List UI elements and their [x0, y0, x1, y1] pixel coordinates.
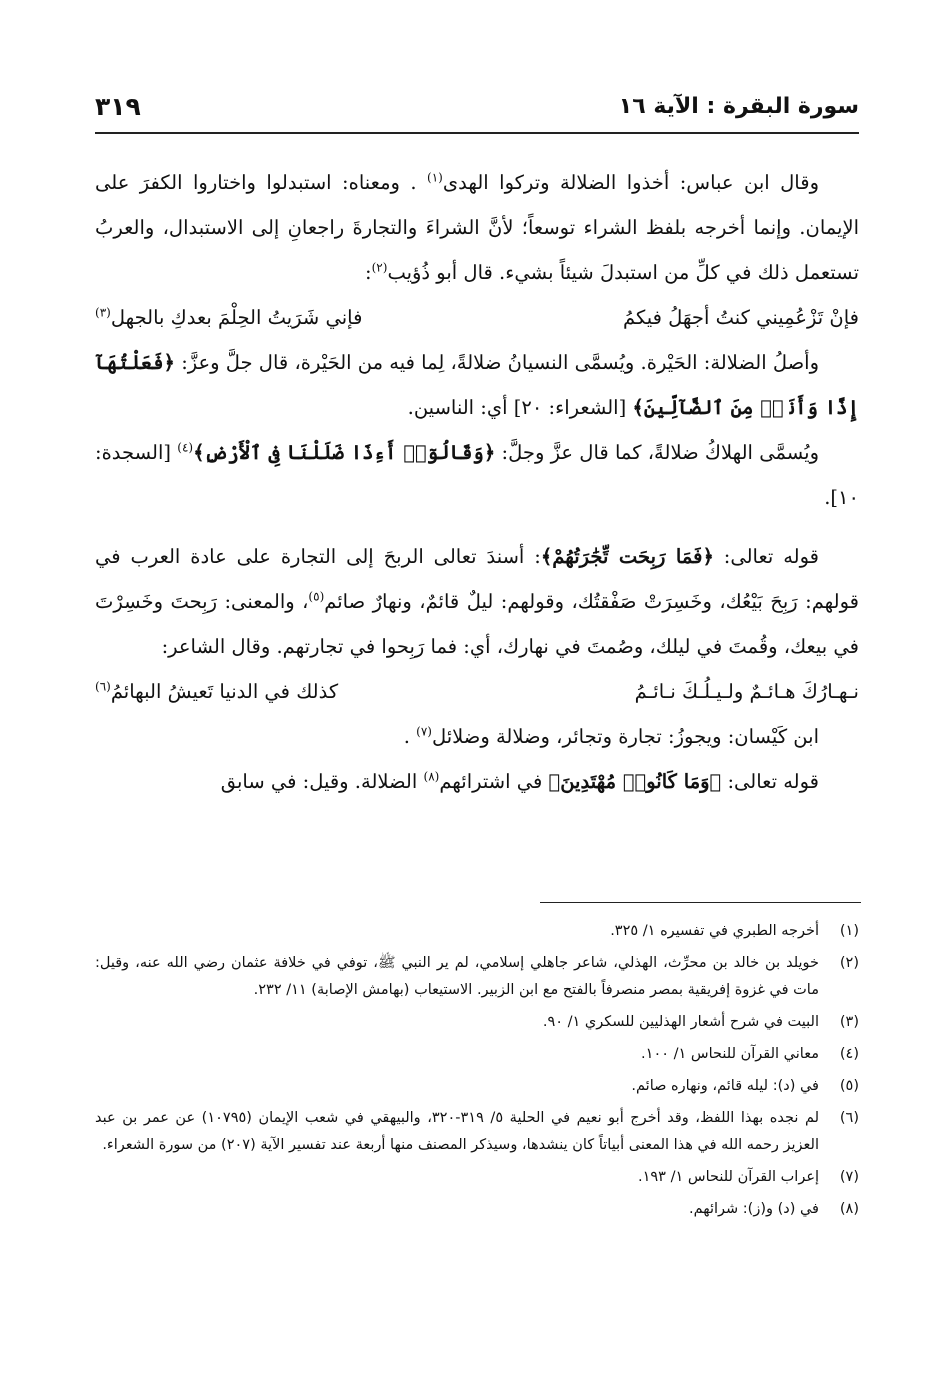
footnote-text: في (د): ليله قائم، ونهاره صائم. [631, 1078, 819, 1094]
footnote-text: أخرجه الطبري في تفسيره ١/ ٣٢٥. [610, 923, 819, 939]
footnote-text: خويلد بن خالد بن محرِّث، الهذلي، شاعر جاهلي إسلامي، لم ير النبي ﷺ، توفي في خلافة عثمان رضي الله عنه، وقيل: مات في غزوة إفريقية بمصر منصرفاً بالفتح مع ابن الزبير. الاستيعاب (بهامش الإصابة) ١١/ ٢٣٢. [95, 955, 819, 998]
quran-quote-muhtadin: ﴿وَمَا كَانُوا۟ مُهْتَدِينَ﴾ [548, 770, 722, 793]
footnote-ref-1[interactable]: (١) [427, 170, 443, 185]
footnote-number: (٢) [839, 955, 859, 971]
page-number: ٣١٩ [95, 92, 141, 121]
paragraph-tijara: قوله تعالى: ﴿فَمَا رَبِحَت تِّجَٰرَتُهُمْ﴾: أسندَ تعالى الربحَ إلى التجارة على عادة العرب في قولهم: رَبِحَ بَيْعُك، وخَسِرَتْ صَفْقتُك، وقولهم: ليلٌ قائمٌ، ونهارٌ صائم$^{(٥)}$، والمعنى: رَبِحتَ وخَسِرْتَ في بيعك، وقُمتَ في ليلك، وصُمتَ في نهارك، أي: فما رَبِحوا في تجارتهم. وقال الشاعر: [95, 545, 859, 658]
footnote-ref-2[interactable]: (٢) [371, 260, 388, 275]
paragraph-muhtadin: قوله تعالى: ﴿وَمَا كَانُوا۟ مُهْتَدِينَ﴾ في اشترائهم$^{(٨)}$ الضلالة. وقيل: في سابق [220, 769, 819, 793]
poetry-verse-2 [95, 669, 859, 714]
footnote-item [95, 1164, 859, 1191]
footnote-item [95, 1105, 859, 1159]
footnote-text: إعراب القرآن للنحاس ١/ ١٩٣. [638, 1169, 819, 1185]
footnote-number: (٦) [839, 1110, 859, 1126]
poetry-verse-1 [95, 295, 859, 340]
footnote-number: (٨) [839, 1201, 859, 1217]
footnote-number: (١) [839, 923, 859, 939]
verse-2-second-hemistich: كذلك في الدنيا تَعيشُ البهائمُ$^{(٦)}$ [95, 679, 339, 703]
footnote-text: لم نجده بهذا اللفظ، وقد أخرج أبو نعيم في الحلية ٥/ ٣١٩-٣٢٠، والبيهقي في شعب الإيمان (١٠٧٩٥) عن عمر بن عبد العزيز رحمه الله في هذا المعنى أبياتاً كان ينشدها، وسيذكر المصنف منها أربعة عند تفسير الآية (٢٠٧) من سورة الشعراء. [95, 1110, 820, 1153]
footnote-number: (٥) [839, 1078, 859, 1094]
paragraph-dalala-origin: وأصلُ الضلالة: الحَيْرة. ويُسمَّى النسيانُ ضلالةً، لِما فيه من الحَيْرة، قال جلَّ وعزَّ: ﴿فَعَلْتُهَآ إِذًا وَأَنَا۠ مِنَ ٱلضَّآلِّينَ﴾ [الشعراء: ٢٠] أي: الناسين. [95, 351, 859, 419]
quran-quote-shuara: ﴿فَعَلْتُهَآ إِذًا وَأَنَا۠ مِنَ ٱلضَّآلِّينَ﴾ [95, 351, 859, 419]
quran-quote-tijara: ﴿فَمَا رَبِحَت تِّجَٰرَتُهُمْ﴾ [540, 545, 714, 568]
footnote-text: معاني القرآن للنحاس ١/ ١٠٠. [641, 1046, 819, 1062]
paragraph-ibn-abbas: وقال ابن عباس: أخذوا الضلالة وتركوا الهدى$^{(١)}$ . ومعناه: استبدلوا واختاروا الكفرَ على الإيمان. وإنما أخرجه بلفظ الشراء توسعاً؛ لأنَّ الشراءَ والتجارةَ راجعانِ إلى الاستبدال، والعربُ تستعمل ذلك في كلِّ من استبدلَ شيئاً بشيء. قال أبو ذُؤيب$^{(٢)}$: [95, 170, 859, 284]
paragraph-halak: ويُسمَّى الهلاكُ ضلالةً، كما قال عزَّ وجلَّ: ﴿وَقَالُوٓا۟ أَءِذَا ضَلَلْنَا فِى ٱلْأَرْضِ﴾$^{(٤)}$ [السجدة: ١٠]. [95, 440, 859, 509]
footnote-item [95, 1009, 859, 1036]
footnote-divider [540, 902, 861, 903]
footnote-ref-7[interactable]: (٧) [416, 724, 432, 739]
footnote-number: (٣) [839, 1014, 859, 1030]
footnote-ref-3[interactable]: (٣) [95, 305, 111, 320]
paragraph-ibn-kaysan: ابن كَيْسان: ويجوزُ: تجارة وتجائر، وضلالة وضلائل$^{(٧)}$ . [403, 724, 819, 748]
footnote-number: (٤) [839, 1046, 859, 1062]
footnotes [95, 918, 859, 1228]
footnote-number: (٧) [839, 1169, 859, 1185]
footnote-ref-8[interactable]: (٨) [423, 769, 440, 784]
quran-quote-sajda: ﴿وَقَالُوٓا۟ أَءِذَا ضَلَلْنَا فِى ٱلْأَرْضِ﴾ [193, 441, 496, 464]
footnote-text: في (د) و(ز): شرائهم. [689, 1201, 819, 1217]
footnote-item [95, 918, 859, 945]
footnote-item [95, 950, 859, 1004]
footnote-ref-5[interactable]: (٥) [308, 589, 325, 604]
surah-title: سورة البقرة : الآية ١٦ [618, 94, 859, 119]
verse-1-second-hemistich: فإني شَرَيتُ الحِلْمَ بعدكِ بالجهل$^{(٣)}$ [95, 305, 363, 329]
footnote-item [95, 1041, 859, 1068]
footnote-ref-4[interactable]: (٤) [177, 440, 194, 455]
footnote-text: البيت في شرح أشعار الهذليين للسكري ١/ ٩٠. [542, 1014, 819, 1030]
running-header [95, 92, 859, 134]
verse-2-first-hemistich: نـهـارُكَ هـائـمٌ ولـيـلُـكَ نـائـمُ [634, 680, 859, 703]
main-text [95, 160, 859, 804]
footnote-item [95, 1073, 859, 1100]
verse-1-first-hemistich: فإنْ تَزْعُمِيني كنتُ أجهَلُ فيكمُ [623, 306, 859, 329]
footnote-ref-6[interactable]: (٦) [95, 679, 111, 694]
footnote-item [95, 1196, 859, 1223]
